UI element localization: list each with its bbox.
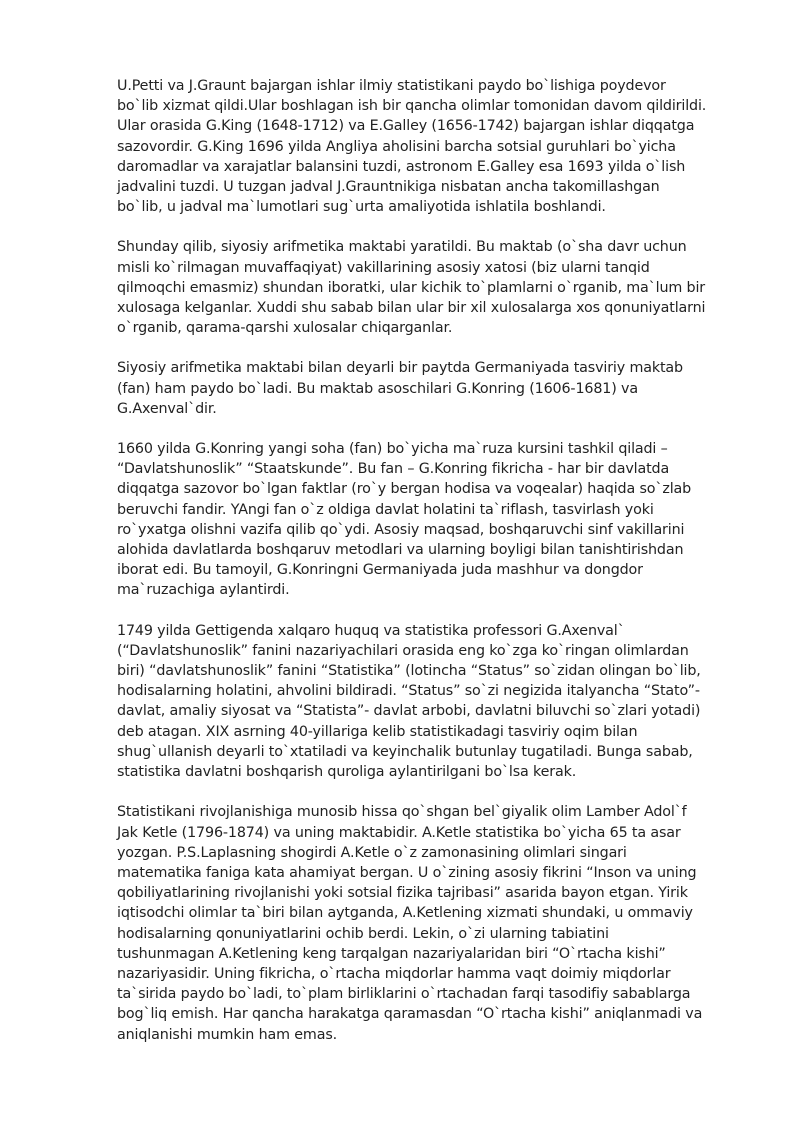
- document-page: [117, 76, 707, 1065]
- paragraph-axenval: 1749 yilda Gettigenda xalqaro huquq va statistika professori G.Axenval` (“Davlatshunoslik” fanini nazariyachilari orasida eng ko`zga ko`ringan olimlardan biri) “davlatshunoslik” fanini “Statistika” (lotincha “Status” so`zidan olingan bo`lib, hodisalarning holatini, ahvolini bildiradi. “Status” so`zi negizida italyancha “Stato”- davlat, amaliy siyosat va “Statista”- davlat arbobi, davlatni biluvchi so`zlari yotadi) deb atagan. XIX asrning 40-yillariga kelib statistikadagi tasviriy oqim bilan shug`ullanish deyarli to`xtatiladi va keyinchalik butunlay tugatiladi. Bunga sabab, statistika davlatni boshqarish quroliga aylantirilgani bo`lsa kerak.: [117, 622, 701, 781]
- paragraph-political-arithmetic: Shunday qilib, siyosiy arifmetika maktabi yaratildi. Bu maktab (o`sha davr uchun misli ko`rilmagan muvaffaqiyat) vakillarining asosiy xatosi (biz ularni tanqid qilmoqchi emasmiz) shundan iboratki, ular kichik to`plamlarni o`rganib, ma`lum bir xulosaga kelganlar. Xuddi shu sabab bilan ular bir xil xulosalarga xos qonuniyatlarni o`rganib, qarama-qarshi xulosalar chiqarganlar.: [117, 239, 706, 337]
- paragraph-petti-graunt: U.Petti va J.Graunt bajargan ishlar ilmiy statistikani paydo bo`lishiga poydevor bo`lib xizmat qildi.Ular boshlagan ish bir qancha olimlar tomonidan davom qildirildi. Ular orasida G.King (1648-1712) va E.Galley (1656-1742) bajargan ishlar diqqatga sazovordir. G.King 1696 yilda Angliya aholisini barcha sotsial guruhlari bo`yicha daromadlar va xarajatlar balansini tuzdi, astronom E.Galley esa 1693 yilda o`lish jadvalini tuzdi. U tuzgan jadval J.Grauntnikiga nisbatan ancha takomillashgan bo`lib, u jadval ma`lumotlari sug`urta amaliyotida ishlatila boshlandi.: [117, 78, 707, 216]
- paragraph-ketle: Statistikani rivojlanishiga munosib hissa qo`shgan bel`giyalik olim Lamber Adol`f Jak Ketle (1796-1874) va uning maktabidir. A.Ketle statistika bo`yicha 65 ta asar yozgan. P.S.Laplasning shogirdi A.Ketle o`z zamonasining olimlari singari matematika faniga kata ahamiyat bergan. U o`zining asosiy fikrini “Inson va uning qobiliyatlarining rivojlanishi yoki sotsial fizika tajribasi” asarida bayon etgan. Yirik iqtisodchi olimlar ta`biri bilan aytganda, A.Ketlening xizmati shundaki, u ommaviy hodisalarning qonuniyatlarini ochib berdi. Lekin, o`zi ularning tabiatini tushunmagan A.Ketlening keng tarqalgan nazariyalaridan biri “O`rtacha kishi” nazariyasidir. Uning fikricha, o`rtacha miqdorlar hamma vaqt doimiy miqdorlar ta`sirida paydo bo`ladi, to`plam birliklarini o`rtachadan farqi tasodifiy sabablarga bog`liq emish. Har qancha harakatga qaramasdan “O`rtacha kishi” aniqlanmadi va aniqlanishi mumkin ham emas.: [117, 804, 703, 1043]
- paragraph-konring: 1660 yilda G.Konring yangi soha (fan) bo`yicha ma`ruza kursini tashkil qiladi – “Davlatshunoslik” “Staatskunde”. Bu fan – G.Konring fikricha - har bir davlatda diqqatga sazovor bo`lgan faktlar (ro`y bergan hodisa va voqealar) haqida so`zlab beruvchi fandir. YAngi fan o`z oldiga davlat holatini ta`riflash, tasvirlash yoki ro`yxatga olishni vazifa qilib qo`ydi. Asosiy maqsad, boshqaruvchi sinf vakillarini alohida davlatlarda boshqaruv metodlari va ularning boyligi bilan tanishtirishdan iborat edi. Bu tamoyil, G.Konringni Germaniyada juda mashhur va dongdor ma`ruzachiga aylantirdi.: [117, 441, 692, 599]
- paragraph-descriptive-school: Siyosiy arifmetika maktabi bilan deyarli bir paytda Germaniyada tasviriy maktab (fan) ham paydo bo`ladi. Bu maktab asoschilari G.Konring (1606-1681) va G.Axenval`dir.: [117, 360, 683, 417]
